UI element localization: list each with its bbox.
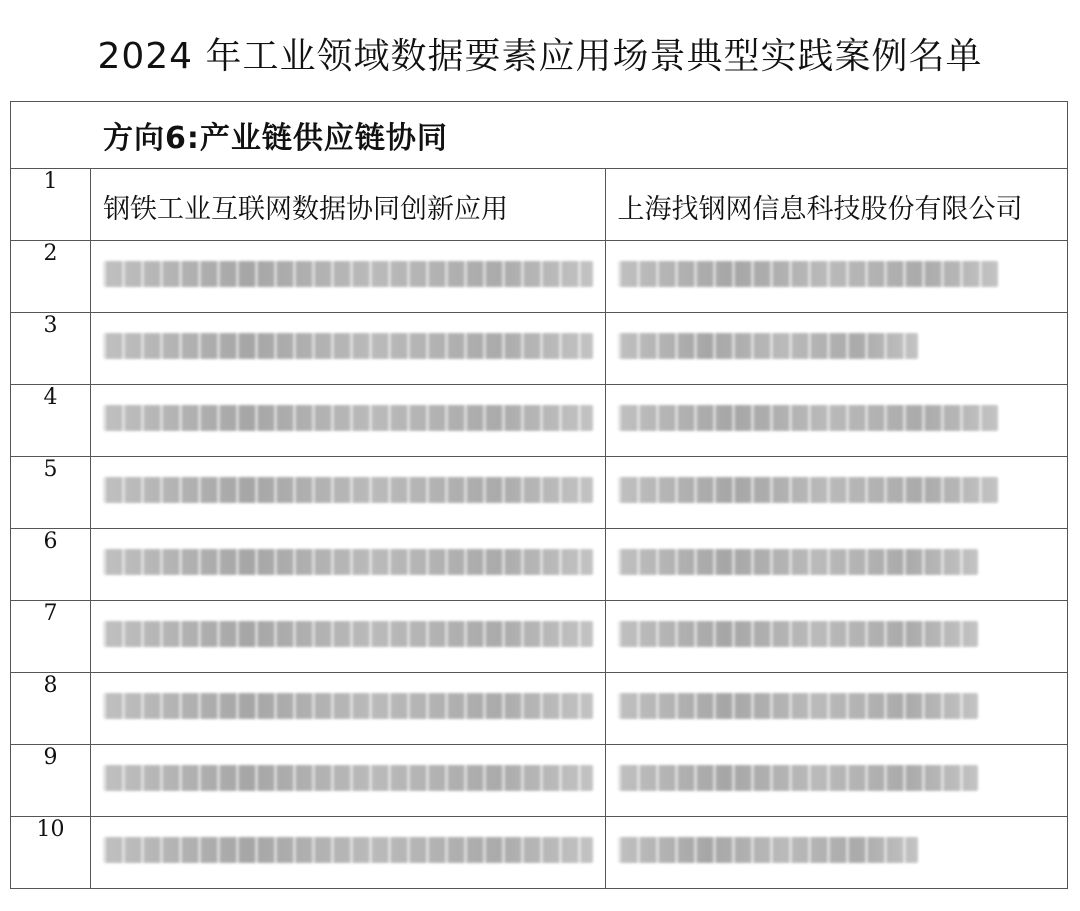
table-row xyxy=(11,313,1068,385)
table-row xyxy=(11,673,1068,745)
redacted-organization-name xyxy=(618,837,918,863)
redacted-case-name xyxy=(103,621,593,647)
table-row xyxy=(11,241,1068,313)
organization-cell xyxy=(605,673,1067,745)
redacted-case-name xyxy=(103,693,593,719)
row-number: 2 xyxy=(11,241,91,313)
table-row xyxy=(11,601,1068,673)
table-row xyxy=(11,745,1068,817)
redacted-case-name xyxy=(103,333,593,359)
row-number: 6 xyxy=(11,529,91,601)
case-name-cell xyxy=(91,169,605,241)
case-list-table xyxy=(10,101,1068,889)
redacted-organization-name xyxy=(618,405,998,431)
organization-cell xyxy=(605,313,1067,385)
row-number: 8 xyxy=(11,673,91,745)
table-row xyxy=(11,817,1068,889)
redacted-case-name xyxy=(103,261,593,287)
case-name-cell xyxy=(91,457,605,529)
organization-cell xyxy=(605,241,1067,313)
redacted-organization-name xyxy=(618,477,998,503)
redacted-case-name xyxy=(103,405,593,431)
redacted-organization-name xyxy=(618,333,918,359)
organization-cell xyxy=(605,745,1067,817)
redacted-organization-name xyxy=(618,549,978,575)
redacted-case-name xyxy=(103,765,593,791)
section-header-cell xyxy=(11,102,1068,169)
redacted-case-name xyxy=(103,837,593,863)
case-name-cell xyxy=(91,817,605,889)
row-number: 3 xyxy=(11,313,91,385)
redacted-organization-name xyxy=(618,693,978,719)
table-row xyxy=(11,457,1068,529)
organization-cell xyxy=(605,817,1067,889)
organization-cell xyxy=(605,601,1067,673)
row-number: 7 xyxy=(11,601,91,673)
case-name-cell xyxy=(91,313,605,385)
redacted-organization-name xyxy=(618,621,978,647)
row-number: 4 xyxy=(11,385,91,457)
table-row xyxy=(11,169,1068,241)
redacted-organization-name xyxy=(618,261,998,287)
row-number: 1 xyxy=(11,169,91,241)
case-name-cell xyxy=(91,673,605,745)
table-row xyxy=(11,385,1068,457)
section-title: 方向6:产业链供应链协同 xyxy=(103,121,448,156)
document-title: 2024 年工业领域数据要素应用场景典型实践案例名单 xyxy=(97,36,983,77)
redacted-case-name xyxy=(103,477,593,503)
section-header-row xyxy=(11,102,1068,169)
organization-cell xyxy=(605,457,1067,529)
case-name-cell xyxy=(91,529,605,601)
row-number: 5 xyxy=(11,457,91,529)
case-name-cell xyxy=(91,241,605,313)
case-name-cell xyxy=(91,601,605,673)
organization-cell xyxy=(605,385,1067,457)
organization-cell xyxy=(605,529,1067,601)
row-number: 9 xyxy=(11,745,91,817)
organization-cell xyxy=(605,169,1067,241)
organization-name: 上海找钢网信息科技股份有限公司 xyxy=(617,194,1023,225)
case-name-cell xyxy=(91,385,605,457)
table-row xyxy=(11,529,1068,601)
case-name: 钢铁工业互联网数据协同创新应用 xyxy=(103,194,509,225)
redacted-organization-name xyxy=(618,765,978,791)
case-name-cell xyxy=(91,745,605,817)
row-number: 10 xyxy=(11,817,91,889)
redacted-case-name xyxy=(103,549,593,575)
